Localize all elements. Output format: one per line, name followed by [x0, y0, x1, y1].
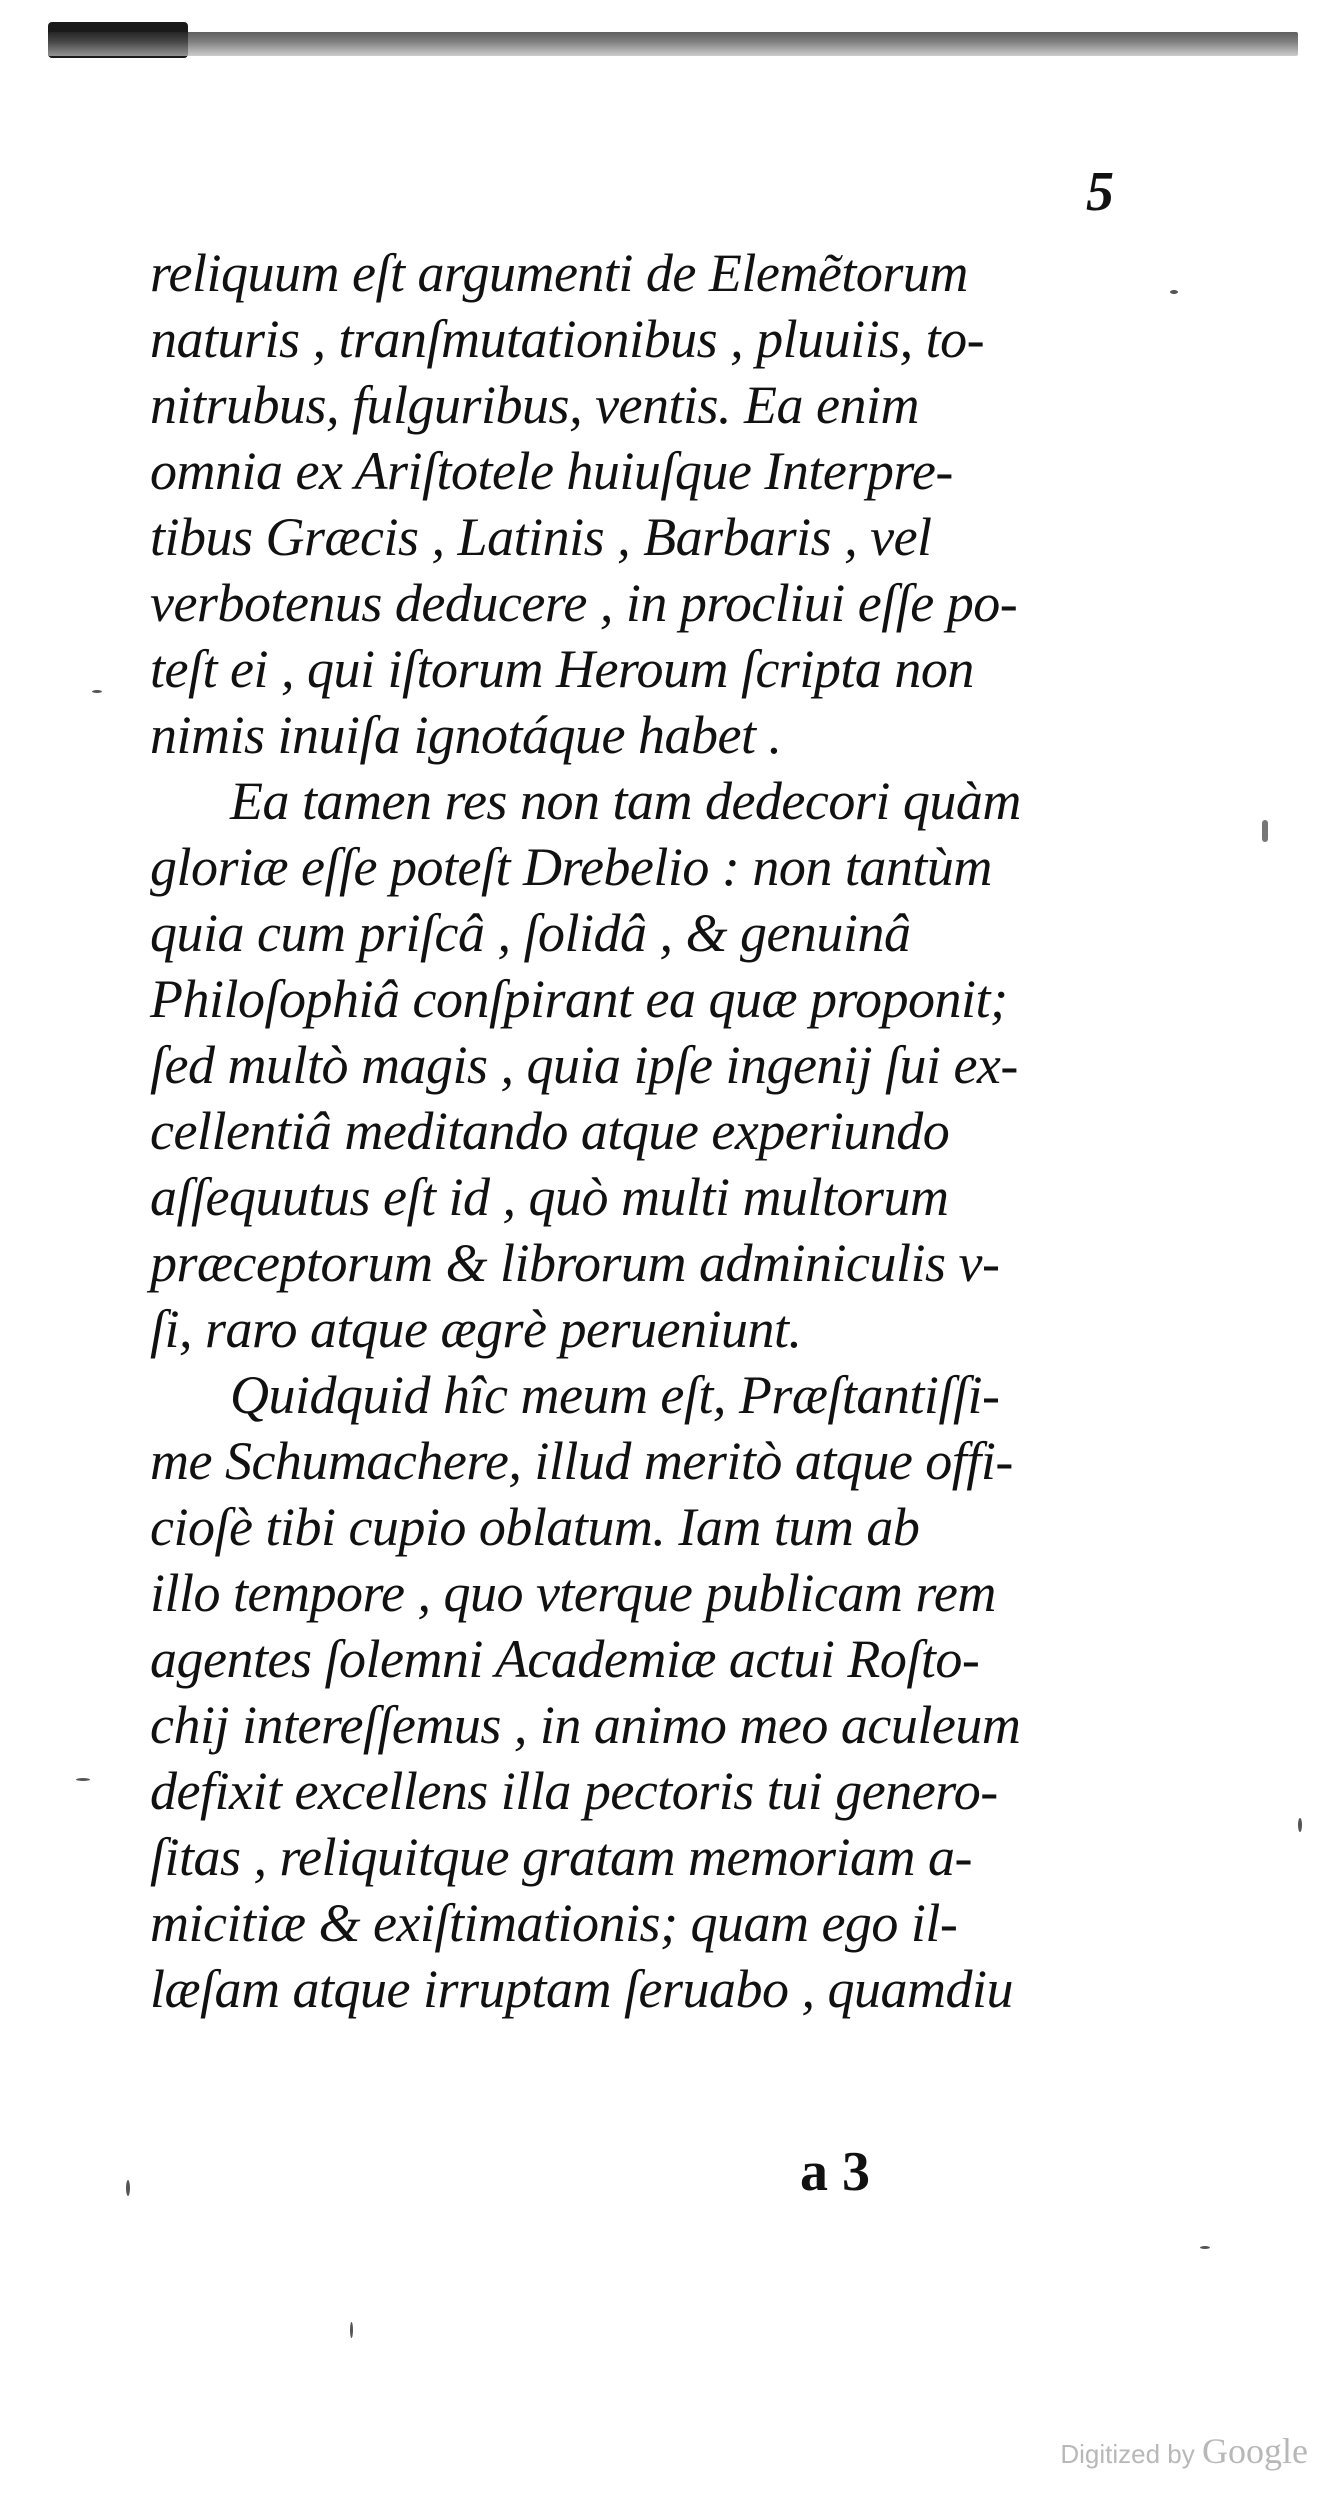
digitized-prefix: Digitized by: [1060, 2439, 1195, 2469]
text-line: tibus Græcis , Latinis , Barbaris , vel: [150, 507, 932, 567]
top-border-rule: [48, 32, 1298, 56]
text-line: ſi, raro atque ægrè perueniunt.: [150, 1299, 802, 1359]
text-line: nimis inuiſa ignotáque habet .: [150, 705, 782, 765]
text-line: quia cum priſcâ , ſolidâ , & genuinâ: [150, 903, 911, 963]
text-line: gloriæ eſſe poteſt Drebelio : non tantùm: [150, 837, 992, 897]
text-line: defixit excellens illa pectoris tui genero-: [150, 1761, 998, 1821]
text-line: ſitas , reliquitque gratam memoriam a-: [150, 1827, 972, 1887]
text-line: illo tempore , quo vterque publicam rem: [150, 1563, 996, 1623]
text-line: verbotenus deducere , in procliui eſſe po-: [150, 573, 1018, 633]
text-line: chij intereſſemus , in animo meo aculeum: [150, 1695, 1021, 1755]
text-line: nitrubus, fulguribus, ventis. Ea enim: [150, 375, 919, 435]
paragraph-start-line: Quidquid hîc meum eſt, Præſtantiſſi-: [230, 1365, 1000, 1425]
text-line: micitiæ & exiſtimationis; quam ego il-: [150, 1893, 958, 1953]
paper-speck: [76, 1778, 90, 1781]
text-line: ſed multò magis , quia ipſe ingenij ſui ex-: [150, 1035, 1018, 1095]
text-line: agentes ſolemni Academiæ actui Roſto-: [150, 1629, 980, 1689]
paper-speck: [1200, 2246, 1210, 2249]
digitized-brand: Google: [1202, 2431, 1308, 2471]
text-line: teſt ei , qui iſtorum Heroum ſcripta non: [150, 639, 974, 699]
paper-speck: [126, 2180, 130, 2196]
paper-speck: [1298, 1818, 1302, 1832]
text-line: cellentiâ meditando atque experiundo: [150, 1101, 950, 1161]
paper-speck: [350, 2322, 353, 2338]
text-line: naturis , tranſmutationibus , pluuiis, to-: [150, 309, 985, 369]
text-line: omnia ex Ariſtotele huiuſque Interpre-: [150, 441, 953, 501]
text-line: præceptorum & librorum adminiculis v-: [150, 1233, 1000, 1293]
text-line: me Schumachere, illud meritò atque offi-: [150, 1431, 1013, 1491]
text-line: reliquum eſt argumenti de Elemẽtorum: [150, 243, 968, 303]
page-number: 5: [1086, 161, 1114, 223]
text-line: læſam atque irruptam ſeruabo , quamdiu: [150, 1959, 1014, 2019]
paper-speck: [92, 690, 102, 693]
paper-speck: [1170, 290, 1178, 294]
text-line: cioſè tibi cupio oblatum. Iam tum ab: [150, 1497, 920, 1557]
paper-speck: [1262, 820, 1268, 842]
body-text: [150, 240, 1170, 2022]
paragraph-start-line: Ea tamen res non tam dedecori quàm: [230, 771, 1021, 831]
text-line: aſſequutus eſt id , quò multi multorum: [150, 1167, 949, 1227]
digitization-watermark: [1060, 2430, 1308, 2472]
text-line: Philoſophiâ conſpirant ea quæ proponit;: [150, 969, 1008, 1029]
signature-mark: a 3: [800, 2141, 870, 2203]
